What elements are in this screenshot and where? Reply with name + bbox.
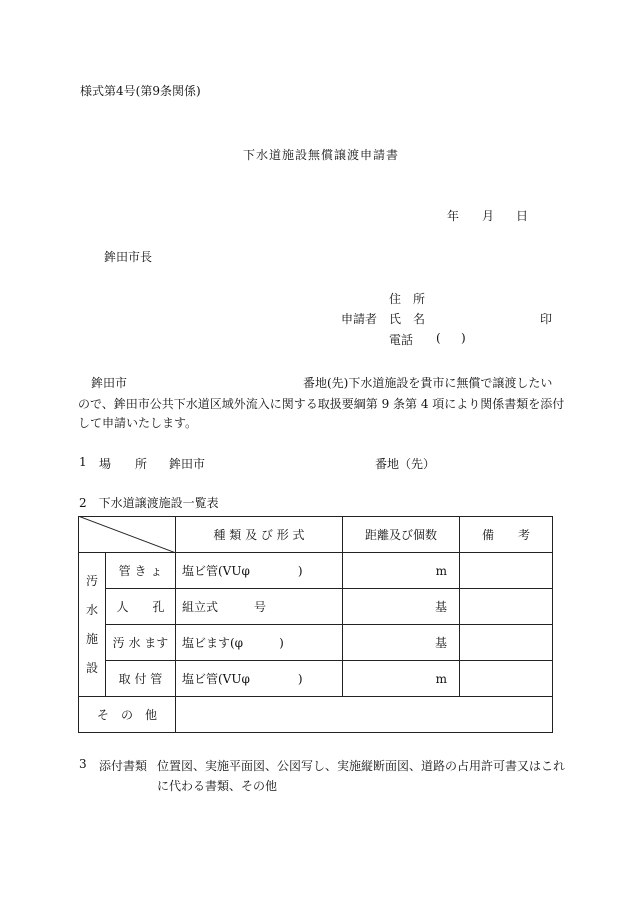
section3-label: 添付書類: [99, 759, 148, 773]
date-day: 日: [516, 209, 529, 223]
date-month: 月: [482, 209, 495, 223]
other-label: そ の 他: [79, 697, 176, 733]
date-year: 年: [447, 209, 460, 223]
row-type: 塩ビ管(VUφ ): [176, 661, 343, 697]
phone-paren-close: ): [461, 331, 466, 345]
row-type: 組立式 号: [176, 589, 343, 625]
section3-line1: 位置図、実施平面図、公図写し、実施縦断面図、道路の占用許可書又はこれ: [157, 759, 566, 773]
body-line2: ので、鉾田市公共下水道区域外流入に関する取扱要綱第 9 条第 4 項により関係書類を添付: [78, 397, 565, 411]
section1-city: 鉾田市: [169, 457, 206, 471]
row-unit: 基: [343, 625, 460, 661]
row-notes: [460, 553, 553, 589]
applicant-role-label: 申請者: [341, 312, 378, 326]
row-type: 塩ビます(φ ): [176, 625, 343, 661]
column-header-type: 種 類 及 び 形 式: [176, 517, 343, 553]
phone-paren-open: (: [436, 331, 441, 345]
phone-label: 電話: [389, 333, 414, 347]
row-notes: [460, 625, 553, 661]
section1-suffix: 番地（先）: [375, 457, 436, 471]
group-label-char: 施: [85, 631, 98, 646]
group-label-char: 設: [85, 660, 98, 675]
document-title: 下水道施設無償譲渡申請書: [243, 148, 400, 162]
section3-line2: に代わる書類、その他: [157, 779, 278, 793]
group-label-char: 水: [85, 602, 98, 617]
row-unit: m: [343, 553, 460, 589]
row-type: 塩ビ管(VUφ ): [176, 553, 343, 589]
section2-heading: 2 下水道譲渡施設一覧表: [79, 496, 219, 510]
address-label: 住 所: [389, 292, 426, 306]
row-unit: 基: [343, 589, 460, 625]
section1-label: 場 所: [99, 457, 148, 471]
row-name: 管 き ょ: [106, 553, 176, 589]
name-label: 氏 名: [389, 312, 426, 326]
row-name: 取 付 管: [106, 661, 176, 697]
section3-number: 3: [79, 757, 87, 771]
other-content: [176, 697, 553, 733]
table-row: [79, 625, 553, 661]
table-row-other: [79, 697, 553, 733]
row-notes: [460, 589, 553, 625]
table-row: [79, 661, 553, 697]
form-number: 様式第4号(第9条関係): [80, 84, 201, 98]
addressee: 鉾田市長: [104, 250, 153, 264]
column-header-quantity: 距離及び個数: [343, 517, 460, 553]
seal-mark: 印: [540, 312, 553, 326]
table-row: [79, 553, 553, 589]
group-label-char: 汚: [85, 573, 98, 588]
table-row: [79, 589, 553, 625]
body-line1-city: 鉾田市: [91, 376, 128, 390]
row-unit: m: [343, 661, 460, 697]
row-name: 汚 水 ます: [106, 625, 176, 661]
body-line3: して申請いたします。: [78, 416, 198, 430]
header-diagonal-line: [78, 516, 176, 553]
row-notes: [460, 661, 553, 697]
section1-number: 1: [79, 455, 87, 469]
body-line1-rest: 番地(先)下水道施設を貴市に無償で譲渡したい: [303, 376, 553, 390]
group-label-sewage-facility: [79, 553, 106, 697]
row-name: 人 孔: [106, 589, 176, 625]
column-header-notes: 備 考: [460, 517, 553, 553]
